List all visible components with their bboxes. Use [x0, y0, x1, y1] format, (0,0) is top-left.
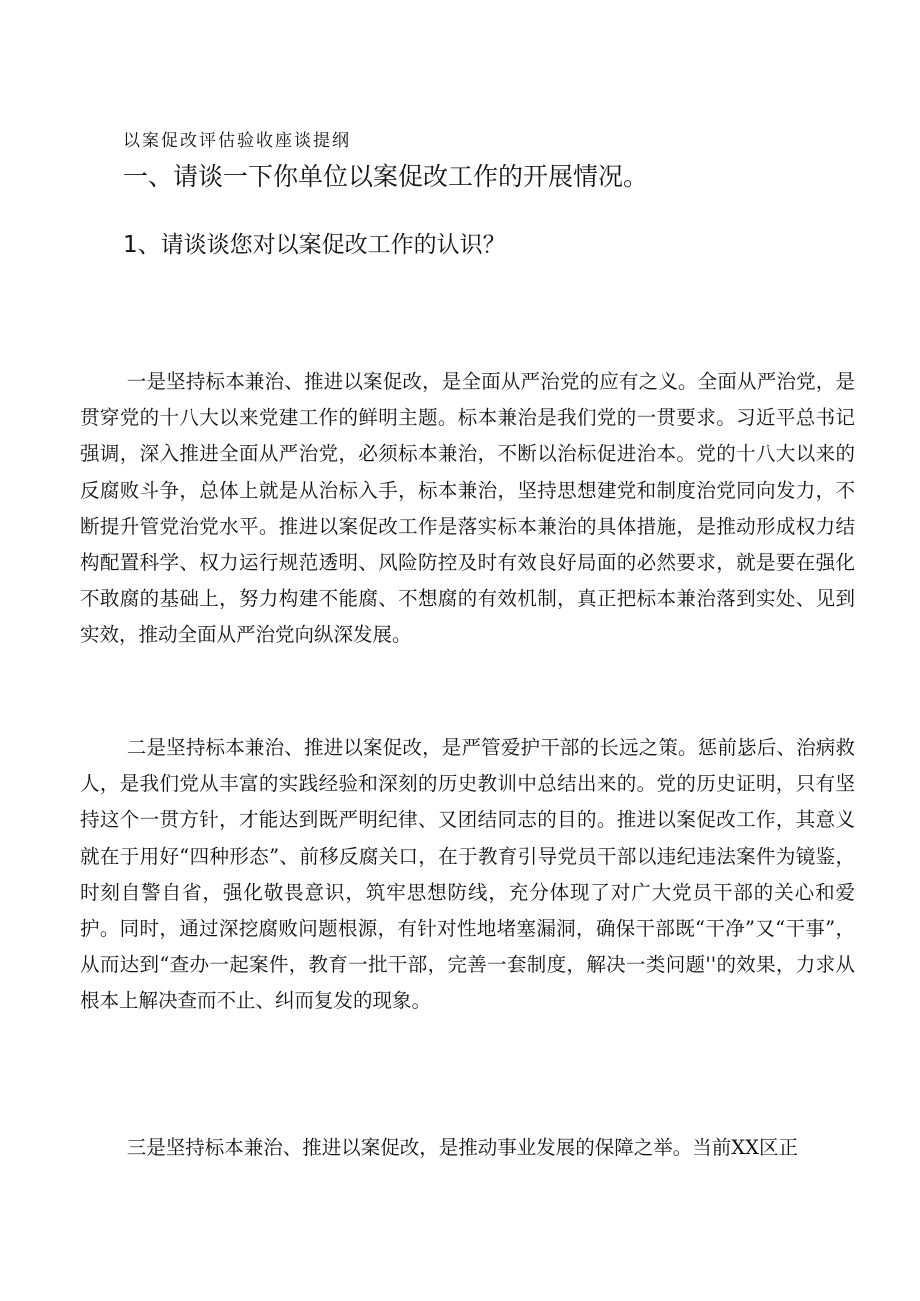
- paragraph-1: 一是坚持标本兼治、推进以案促改，是全面从严治党的应有之义。全面从严治党，是贯穿党的十八大以来党建工作的鲜明主题。标本兼治是我们党的一贯要求。习近平总书记强调，深入推进全面从严治党，必须标本兼治，不断以治标促进治本。党的十八大以来的反腐败斗争，总体上就是从治标入手，标本兼治，坚持思想建党和制度治党同向发力，不断提升管党治党水平。推进以案促改工作是落实标本兼治的具体措施，是推动形成权力结构配置科学、权力运行规范透明、风险防控及时有效良好局面的必然要求，就是要在强化不敢腐的基础上，努力构建不能腐、不想腐的有效机制，真正把标本兼治落到实处、见到实效，推动全面从严治党向纵深发展。: [80, 370, 855, 647]
- paragraph-2: 二是坚持标本兼治、推进以案促改，是严管爱护干部的长远之策。惩前毖后、治病救人，是我们党从丰富的实践经验和深刻的历史教训中总结出来的。党的历史证明，只有坚持这个一贯方针，才能达到既严明纪律、又团结同志的目的。推进以案促改工作，其意义就在于用好“四种形态”、前移反腐关口，在于教育引导党员干部以违纪违法案件为镜鉴，时刻自警自省，强化敬畏意识，筑牢思想防线，充分体现了对广大党员干部的关心和爱护。同时，通过深挖腐败问题根源，有针对性地堵塞漏洞，确保干部既“干净”又“干事”，从而达到“查办一起案件，教育一批干部，完善一套制度，解决一类问题''的效果，力求从根本上解决查而不止、纠而复发的现象。: [80, 736, 855, 1013]
- document-title: 以案促改评估验收座谈提纲: [123, 131, 351, 151]
- section-heading: 一、请谈一下你单位以案促改工作的开展情况。: [123, 162, 649, 191]
- paragraph-3: 三是坚持标本兼治、推进以案促改，是推动事业发展的保障之举。当前XX区正: [126, 1136, 799, 1159]
- subsection-heading: 1、请谈谈您对以案促改工作的认识？: [123, 232, 506, 258]
